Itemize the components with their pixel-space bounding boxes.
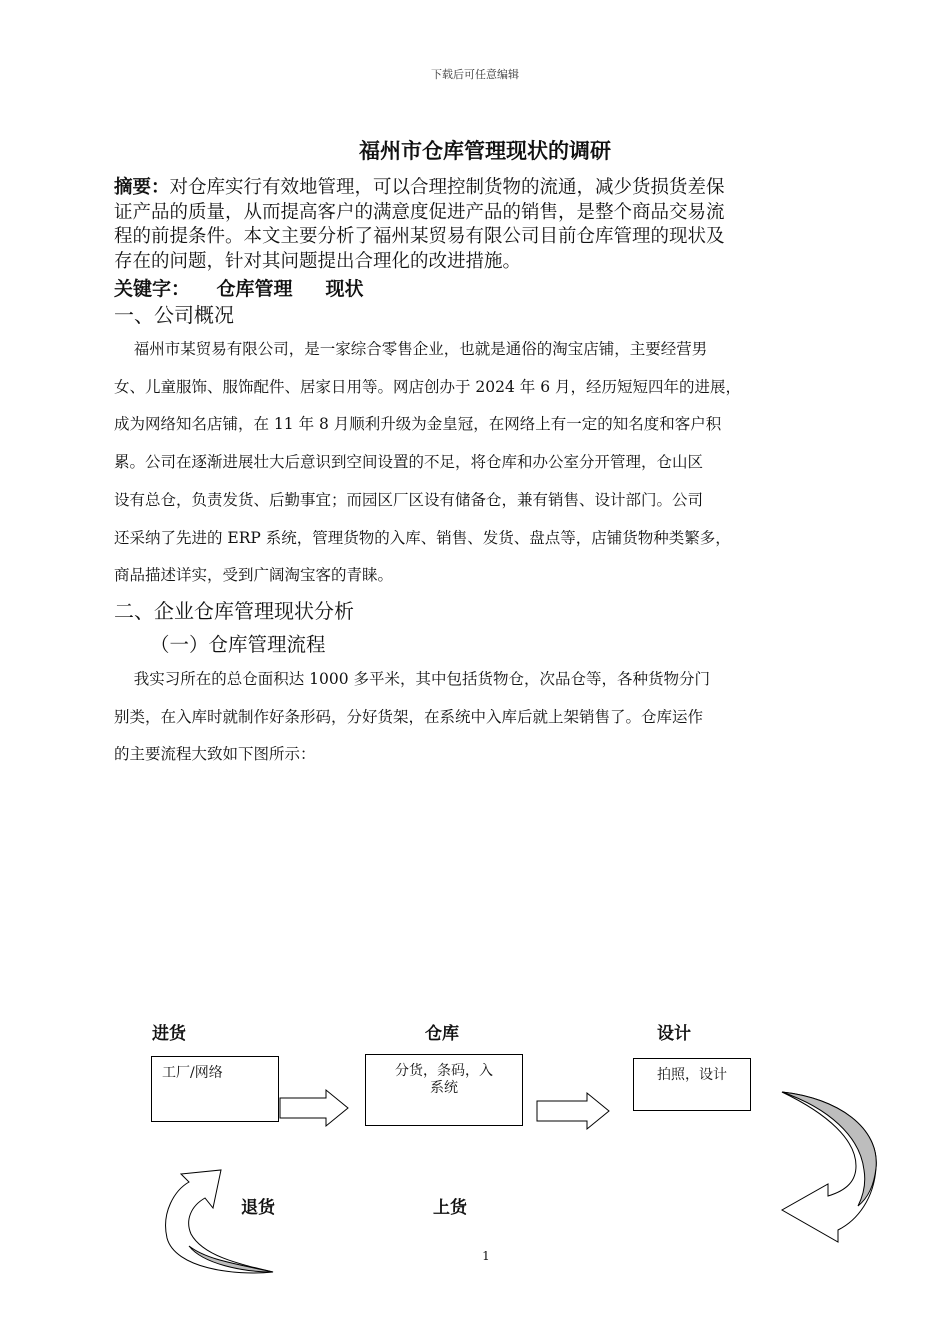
curved-arrow-down-icon <box>778 1088 883 1248</box>
flow-label-warehouse: 仓库 <box>425 1024 459 1044</box>
paragraph-line: 女、儿童服饰、服饰配件、居家日用等。网店创办于 2024 年 6 月，经历短短四年的进展， <box>114 377 742 396</box>
right-arrow-2 <box>535 1091 611 1131</box>
paragraph-line: 商品描述详实，受到广阔淘宝客的青睐。 <box>114 566 394 585</box>
abstract <box>114 176 864 274</box>
document-title: 福州市仓库管理现状的调研 <box>359 139 611 163</box>
section-heading-company-overview: 一、公司概况 <box>114 303 234 327</box>
flow-label-return: 退货 <box>241 1198 275 1218</box>
page-number: 1 <box>482 1249 490 1263</box>
flow-label-purchase: 进货 <box>152 1024 186 1044</box>
flow-box-photo: 拍照，设计 <box>633 1058 751 1111</box>
right-arrow-1 <box>278 1088 350 1128</box>
paragraph-line: 我实习所在的总仓面积达 1000 多平米，其中包括货物仓，次品仓等，各种货物分门 <box>114 670 711 688</box>
flow-label-design: 设计 <box>657 1024 691 1044</box>
paragraph-line: 设有总仓，负责发货、后勤事宜；而园区厂区设有储备仓，兼有销售、设计部门。公司 <box>114 490 704 509</box>
keywords-line: 关键字： 仓库管理 现状 <box>114 278 364 300</box>
section1-paragraph <box>114 331 864 595</box>
abstract-line-4: 存在的问题，针对其问题提出合理化的改进措施。 <box>114 250 522 272</box>
paragraph-line: 成为网络知名店铺，在 11 年 8 月顺利升级为金皇冠，在网络上有一定的知名度和客户积 <box>114 415 722 434</box>
flow-box-sort: 分货，条码，入系统 <box>365 1054 523 1126</box>
subsection-heading-process: （一）仓库管理流程 <box>150 633 326 656</box>
header-note: 下载后可任意编辑 <box>431 68 519 81</box>
abstract-line-1: 摘要：对仓库实行有效地管理，可以合理控制货物的流通，减少货损货差保 <box>114 177 725 198</box>
paragraph-line: 累。公司在逐渐进展壮大后意识到空间设置的不足，将仓库和办公室分开管理，仓山区 <box>114 453 704 472</box>
flow-box-factory: 工厂/网络 <box>151 1056 279 1122</box>
paragraph-line: 还采纳了先进的 ERP 系统，管理货物的入库、销售、发货、盘点等，店铺货物种类繁多， <box>114 528 731 547</box>
paragraph-line: 别类，在入库时就制作好条形码，分好货架，在系统中入库后就上架销售了。仓库运作 <box>114 707 704 726</box>
section2-paragraph <box>114 661 864 774</box>
paragraph-line: 的主要流程大致如下图所示： <box>114 745 316 764</box>
paragraph-line: 福州市某贸易有限公司，是一家综合零售企业，也就是通俗的淘宝店铺，主要经营男 <box>114 340 708 358</box>
flow-label-shelf: 上货 <box>433 1198 467 1218</box>
abstract-line-3: 程的前提条件。本文主要分析了福州某贸易有限公司目前仓库管理的现状及 <box>114 226 725 247</box>
abstract-line-2: 证产品的质量，从而提高客户的满意度促进产品的销售，是整个商品交易流 <box>114 201 725 223</box>
section-heading-warehouse-analysis: 二、企业仓库管理现状分析 <box>114 599 354 623</box>
abstract-label: 摘要： <box>114 177 170 198</box>
